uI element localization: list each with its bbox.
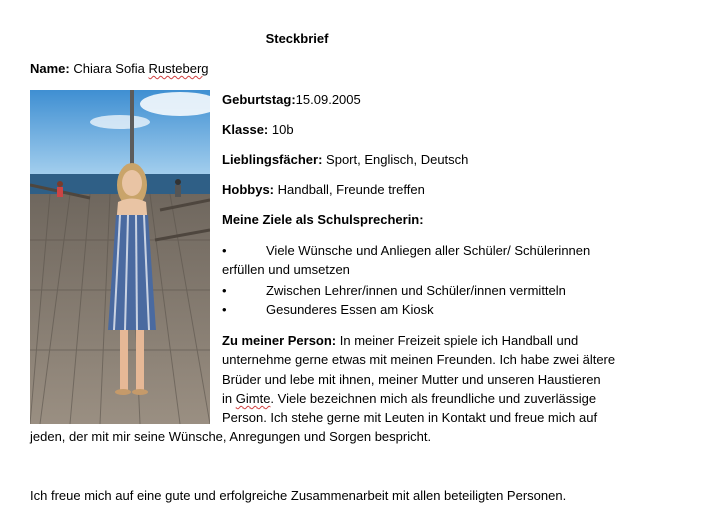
bullet-icon: • xyxy=(222,243,227,258)
profile-photo xyxy=(30,90,210,424)
birthday-line xyxy=(222,92,361,107)
birthday-value: 15.09.2005 xyxy=(295,92,361,107)
person-text-1: In meiner Freizeit spiele ich Handball und xyxy=(339,333,579,348)
goal-item xyxy=(222,283,642,301)
bullet-icon: • xyxy=(222,302,227,317)
goal-text: Zwischen Lehrer/innen und Schüler/innen vermitteln xyxy=(266,283,566,298)
birthday-label: Geburtstag: xyxy=(222,92,296,107)
document-title: Steckbrief xyxy=(265,31,329,46)
class-value: 10b xyxy=(271,122,294,137)
person-line-4 xyxy=(222,391,596,406)
hobbies-label: Hobbys: xyxy=(222,182,274,197)
person-text-4b: . Viele bezeichnen mich als freundliche und zuverlässige xyxy=(270,391,597,406)
subjects-line xyxy=(222,152,468,167)
person-text-4a: in xyxy=(222,391,233,406)
person-label: Zu meiner Person: xyxy=(222,333,337,348)
goal-item xyxy=(222,243,642,261)
class-line xyxy=(222,122,294,137)
place-name: Gimte xyxy=(235,391,271,406)
hobbies-value: Handball, Freunde treffen xyxy=(277,182,425,197)
class-label: Klasse: xyxy=(222,122,269,137)
person-line-5: Person. Ich stehe gerne mit Leuten in Kontakt und freue mich auf xyxy=(222,410,598,425)
goal-text: Viele Wünsche und Anliegen aller Schüler/ Schülerinnen xyxy=(266,243,591,258)
person-line-6: jeden, der mit mir seine Wünsche, Anregungen und Sorgen bespricht. xyxy=(30,429,432,444)
goal-text: Gesunderes Essen am Kiosk xyxy=(266,302,434,317)
name-line xyxy=(30,61,209,76)
bullet-icon: • xyxy=(222,283,227,298)
person-line-1 xyxy=(222,333,578,348)
name-label: Name: xyxy=(30,61,70,76)
hobbies-line xyxy=(222,182,425,197)
person-line-2: unternehme gerne etwas mit meinen Freunden. Ich habe zwei ältere xyxy=(222,352,616,367)
person-line-3: Brüder und lebe mit ihnen, meiner Mutter und unseren Haustieren xyxy=(222,372,601,387)
name-first: Chiara Sofia xyxy=(73,61,145,76)
subjects-label: Lieblingsfächer: xyxy=(222,152,323,167)
closing-sentence: Ich freue mich auf eine gute und erfolgreiche Zusammenarbeit mit allen beteiligten Personen. xyxy=(30,488,567,503)
goals-heading xyxy=(222,212,424,227)
name-last: Rusteberg xyxy=(148,61,209,76)
subjects-value: Sport, Englisch, Deutsch xyxy=(326,152,469,167)
goal-item xyxy=(222,302,642,320)
goals-heading-text: Meine Ziele als Schulsprecherin: xyxy=(222,212,424,227)
goal-text-continued: erfüllen und umsetzen xyxy=(222,262,350,277)
